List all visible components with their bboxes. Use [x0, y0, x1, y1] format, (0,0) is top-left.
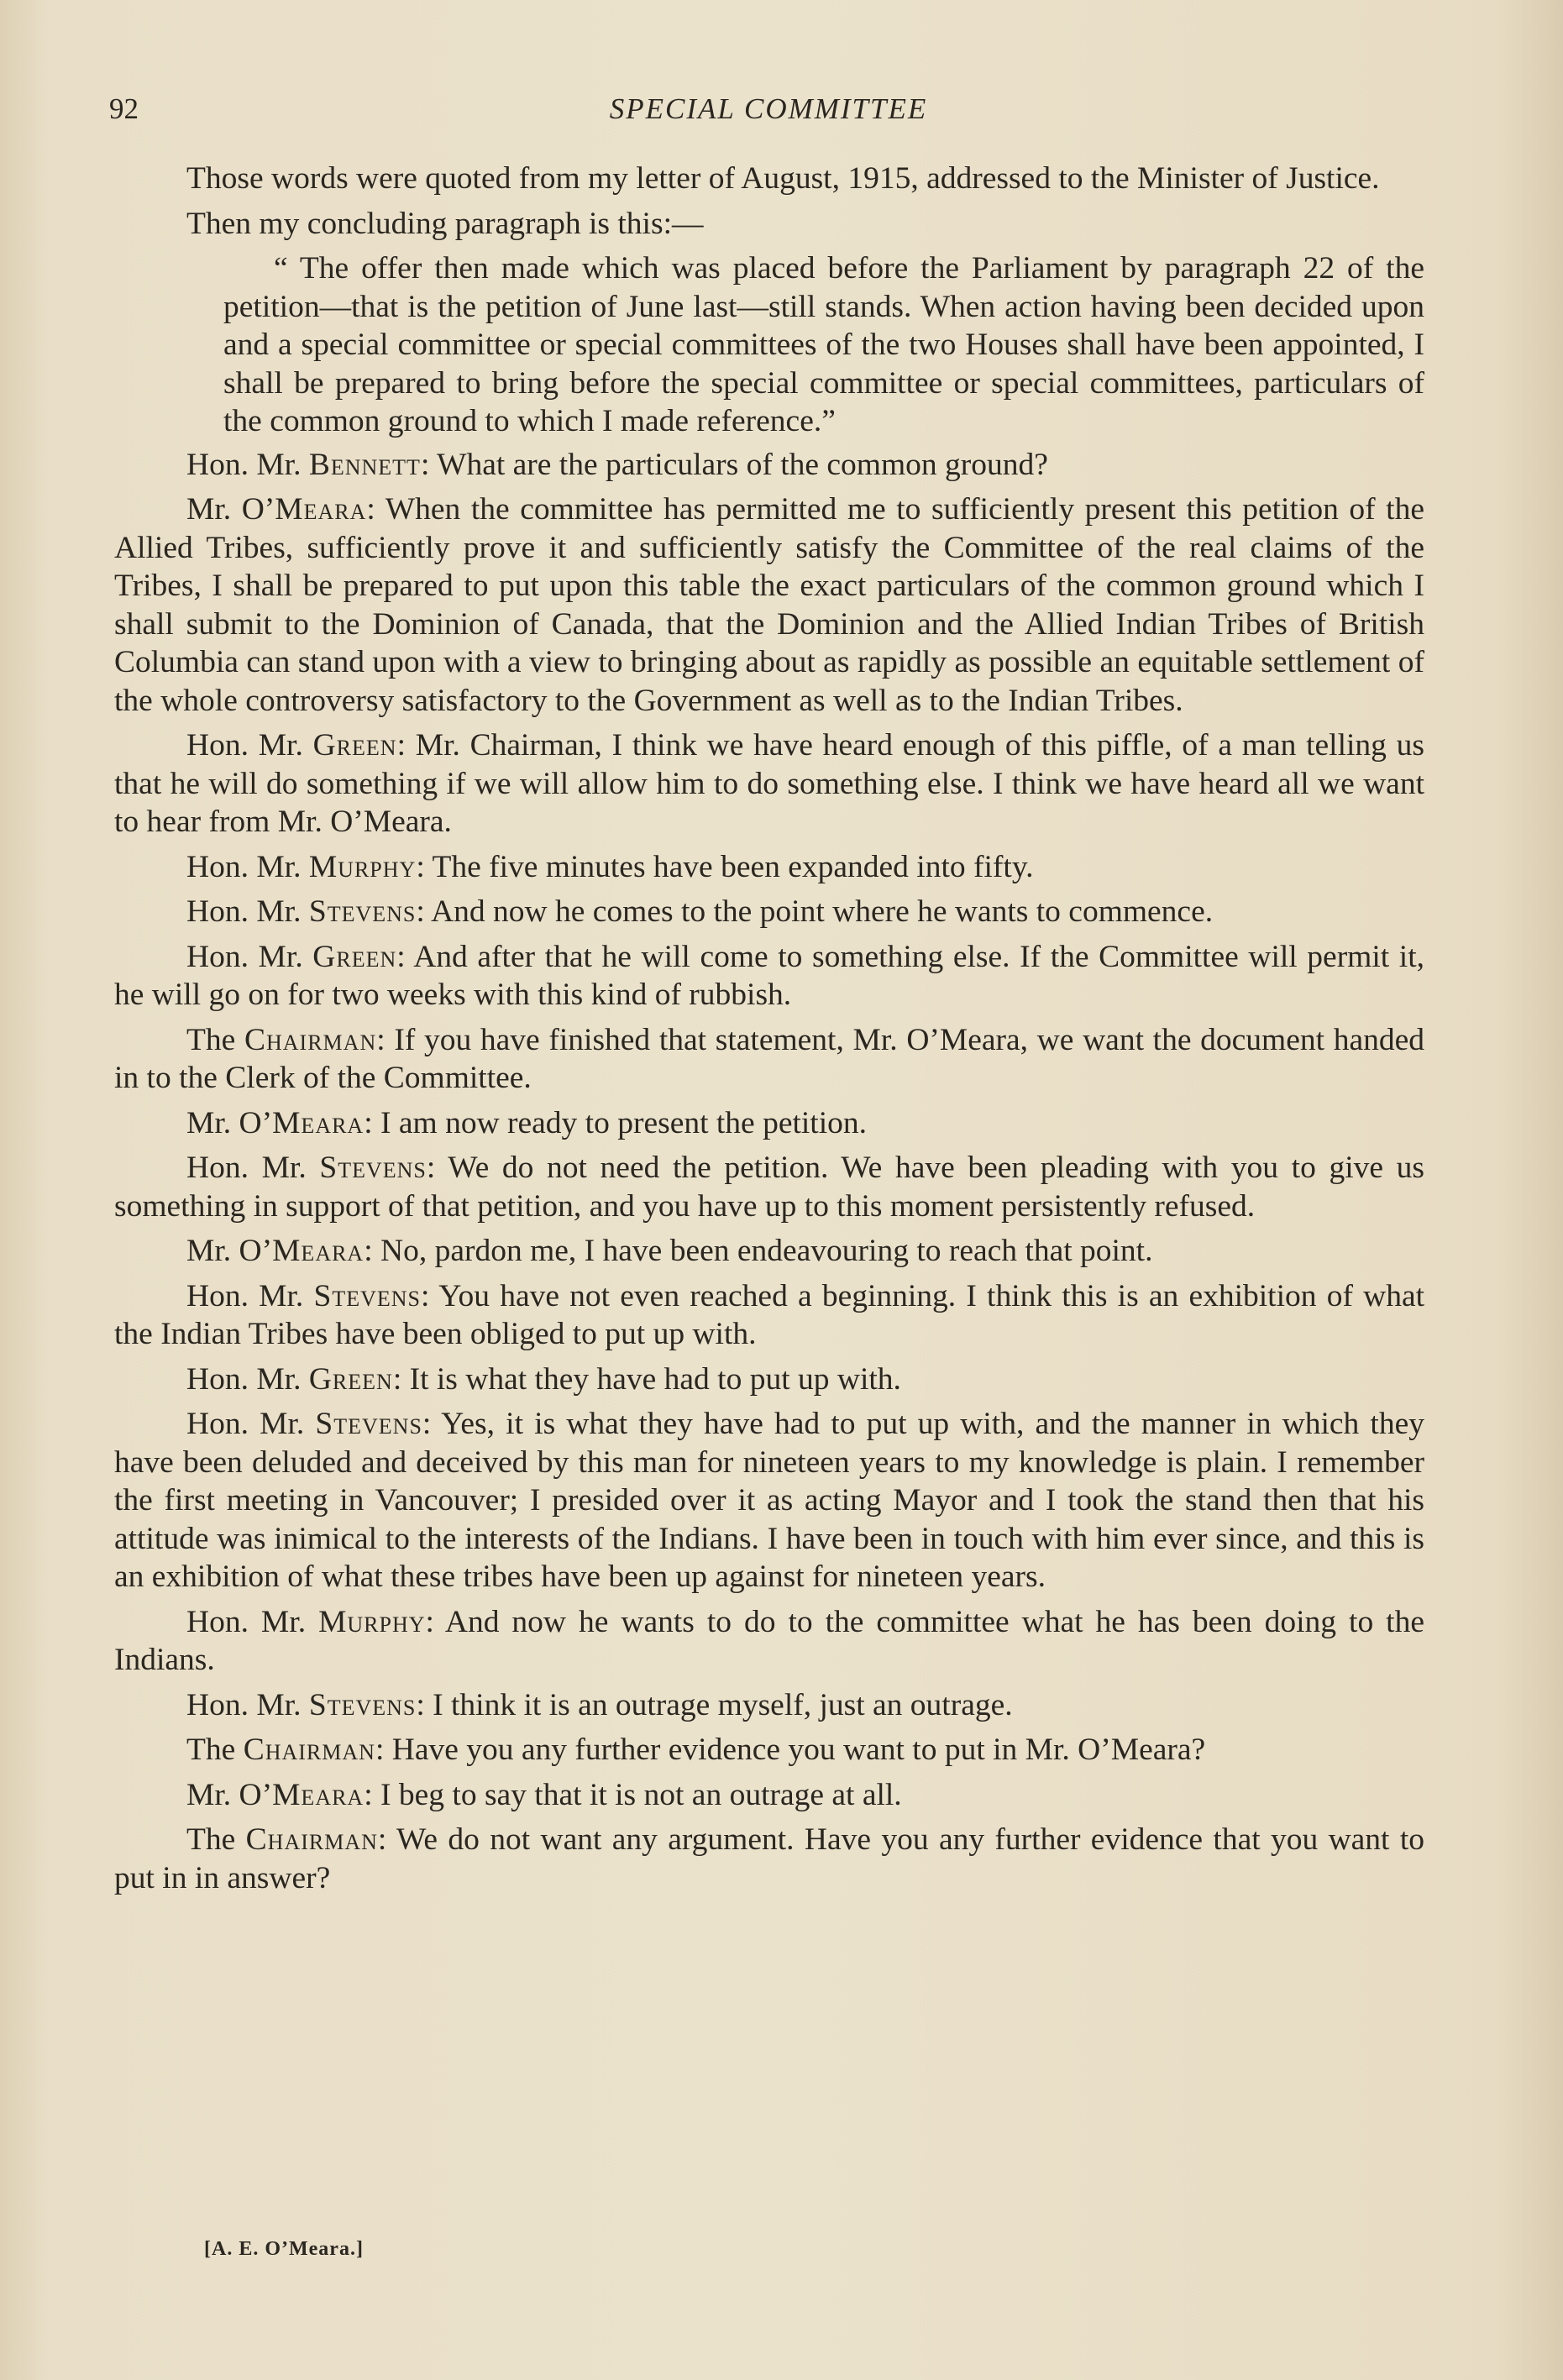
speaker-name: Meara [272, 1234, 365, 1268]
speaker-title: The [186, 1822, 246, 1857]
speech-text: : And now he wants to do to the committee what he has been doing to the Indians. [114, 1604, 1424, 1677]
speech-text: : Mr. Chairman, I think we have heard enough of this piffle, of a man telling us that he will do something if we will allow him to do something else. I think we have heard all we want to hear from Mr. O’Meara. [114, 728, 1425, 839]
quoted-passage [223, 249, 1424, 441]
speaker-name: Murphy [308, 849, 417, 884]
speech-text: : Yes, it is what they have had to put up with, and the manner in which they have been deluded and deceived by this man for nineteen years to my knowledge is plain. I remember the first meeting in Vancouver; I presided over it as acting Mayor and I took the stand then that his attitude was inimical to the interests of the Indians. I have been in touch with him ever since, and this is an exhibition of what these tribes have been up against for nineteen years. [114, 1407, 1424, 1594]
speaker-title: The [186, 1022, 244, 1057]
speech-paragraph [114, 1821, 1424, 1897]
speech-paragraph [114, 1104, 1424, 1143]
running-head: SPECIAL COMMITTEE [609, 92, 928, 125]
speech-text: : No, pardon me, I have been endeavouring to reach that point. [364, 1234, 1153, 1268]
page-number: 92 [109, 92, 139, 125]
speech-text: : Have you any further evidence you want to put in Mr. O’Meara? [375, 1733, 1206, 1767]
speech-paragraph [114, 726, 1424, 841]
document-body [114, 160, 1424, 1904]
speech-text: : It is what they have had to put up with. [392, 1361, 901, 1397]
speaker-name: Chairman [244, 1022, 377, 1057]
speaker-title: Hon. Mr. [186, 728, 313, 763]
speech-text: : What are the particulars of the common ground? [420, 447, 1048, 482]
speech-text: : You have not even reached a beginning. I think this is an exhibition of what the Indian Tribes have been obliged to put up with. [114, 1278, 1425, 1351]
speech-paragraph [114, 1776, 1424, 1815]
speech-paragraph [114, 490, 1424, 720]
speaker-title: Mr. O’ [186, 1777, 273, 1812]
speech-text: : We do not want any argument. Have you any further evidence that you want to put in in answer? [114, 1822, 1424, 1895]
speaker-title: Mr. O’ [186, 1234, 273, 1268]
speech-text: : I think it is an outrage myself, just an outrage. [416, 1687, 1013, 1722]
speaker-name: Meara [272, 1105, 365, 1140]
speaker-title: Mr. O’ [186, 1105, 273, 1140]
speech-paragraph [114, 1360, 1424, 1399]
speaker-name: Green [312, 939, 397, 974]
speaker-title: Hon. Mr. [186, 939, 313, 974]
speaker-title: Hon. Mr. [186, 1361, 309, 1397]
speech-paragraph [114, 1149, 1424, 1225]
speaker-name: Stevens [315, 1407, 422, 1441]
witness-note: [A. E. O’Meara.] [204, 2238, 364, 2260]
speaker-name: Bennett [308, 447, 421, 482]
speaker-title: Mr. O’ [186, 492, 275, 527]
speech-text: : If you have finished that statement, Mr. O’Meara, we want the document handed in to the Clerk of the Committee. [114, 1022, 1424, 1095]
quoted-paragraph: “ The offer then made which was placed before the Parliament by paragraph 22 of the petition—that is the petition of June last—still stands. When action having been decided upon and a special committee or special committees of the two Houses shall have been appointed, I shall be prepared to bring before the special committee or special committees, particulars of the common ground to which I made reference.” [223, 251, 1424, 438]
speech-text: : The five minutes have been expanded into fifty. [416, 849, 1034, 884]
speaker-name: Murphy [318, 1604, 426, 1639]
speaker-name: Stevens [319, 1151, 427, 1185]
speaker-name: Green [312, 728, 397, 763]
speaker-title: Hon. Mr. [186, 1151, 320, 1185]
body-paragraph: Those words were quoted from my letter of August, 1915, addressed to the Minister of Justice. [186, 161, 1380, 196]
body-paragraph: Then my concluding paragraph is this:— [186, 206, 704, 241]
speech-paragraph [114, 1232, 1424, 1271]
speaker-title: Hon. Mr. [186, 1604, 319, 1639]
speaker-title: Hon. Mr. [186, 1407, 316, 1441]
speaker-title: Hon. Mr. [186, 447, 309, 482]
speaker-name: Stevens [313, 1278, 421, 1313]
speaker-name: Chairman [245, 1822, 378, 1857]
page-header [109, 91, 1428, 128]
speech-text: : I am now ready to present the petition. [364, 1105, 868, 1140]
speaker-title: The [186, 1733, 244, 1767]
speech-paragraph [114, 1277, 1424, 1354]
speech-paragraph [114, 848, 1424, 887]
speech-paragraph [114, 938, 1424, 1014]
speech-text: : And now he comes to the point where he wants to commence. [416, 894, 1214, 929]
speaker-title: Hon. Mr. [186, 849, 309, 884]
speech-paragraph [114, 1405, 1424, 1596]
speech-paragraph [114, 1686, 1424, 1725]
speaker-name: Meara [272, 1777, 365, 1812]
speech-paragraph [114, 1021, 1424, 1098]
speech-text: : I beg to say that it is not an outrage at all. [364, 1777, 902, 1812]
speech-paragraph [114, 893, 1424, 931]
speaker-title: Hon. Mr. [186, 1278, 314, 1313]
speaker-name: Green [308, 1361, 393, 1397]
speaker-name: Stevens [308, 1687, 417, 1722]
speaker-name: Chairman [243, 1733, 375, 1767]
speaker-name: Stevens [308, 894, 417, 929]
speaker-title: Hon. Mr. [186, 1687, 309, 1722]
speech-paragraph [114, 446, 1424, 485]
speech-text: : And after that he will come to something else. If the Committee will permit it, he will go on for two weeks with this kind of rubbish. [114, 939, 1424, 1012]
speech-paragraph [114, 1731, 1424, 1769]
speech-text: : When the committee has permitted me to sufficiently present this petition of the Allied Tribes, sufficiently prove it and sufficiently satisfy the Committee of the real claims of the Tribes, I shall be prepared to put upon this table the exact particulars of the common ground which I shall submit to the Dominion of Canada, that the Dominion and the Allied Indian Tribes of British Columbia can stand upon with a view to bringing about as rapidly as possible an equitable settlement of the whole controversy satisfactory to the Government as well as to the Indian Tribes. [114, 492, 1424, 718]
speaker-name: Meara [275, 492, 367, 527]
speech-text: : We do not need the petition. We have been pleading with you to give us something in support of that petition, and you have up to this moment persistently refused. [114, 1151, 1425, 1224]
speech-paragraph [114, 1603, 1424, 1680]
speaker-title: Hon. Mr. [186, 894, 309, 929]
